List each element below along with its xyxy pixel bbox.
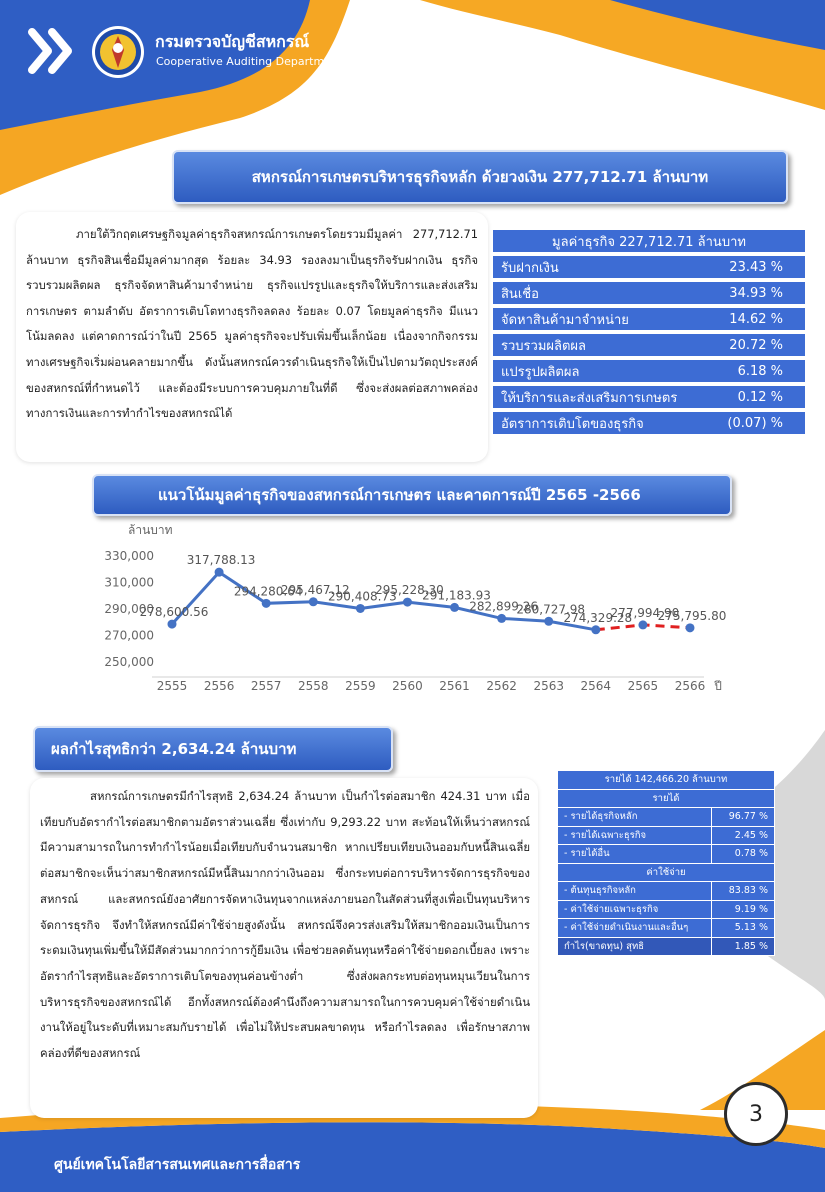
data-point bbox=[497, 614, 506, 623]
table-row bbox=[493, 334, 805, 356]
row-label: ให้บริการและส่งเสริมการเกษตร bbox=[493, 386, 709, 408]
row-label: สินเชื่อ bbox=[493, 282, 709, 304]
data-label: 291,183.93 bbox=[422, 588, 491, 603]
data-label: 275,795.80 bbox=[657, 608, 727, 623]
row-value: 2.45 % bbox=[712, 826, 775, 845]
table-row bbox=[493, 308, 805, 330]
row-value: 5.13 % bbox=[712, 919, 775, 938]
row-label: - รายได้ธุรกิจหลัก bbox=[558, 808, 712, 827]
x-tick-label: 2560 bbox=[392, 679, 423, 693]
department-name-english: Cooperative Auditing Department bbox=[156, 55, 343, 68]
income-section-title: รายได้ bbox=[558, 789, 775, 808]
section-banner-net-profit: ผลกำไรสุทธิกว่า 2,634.24 ล้านบาท bbox=[33, 726, 393, 772]
row-value: 23.43 % bbox=[709, 256, 805, 278]
x-tick-label: 2561 bbox=[439, 679, 470, 693]
business-overview-text: ภายใต้วิกฤตเศรษฐกิจมูลค่าธุรกิจสหกรณ์การเกษตรโดยรวมมีมูลค่า 277,712.71 ล้านบาท ธุรกิจสินเชื่อมีมูลค่ามากสุด ร้อยละ 34.93 รองลงมาเป็นธุรกิจรับฝากเงิน ธุรกิจรวบรวมผลิตผล ธุรกิจจัดหาสินค้ามาจำหน่าย ธุรกิจแปรรูปและธุรกิจให้บริการและส่งเสริมการเกษตร ตามลำดับ อัตราการเติบโตทางธุรกิจลดลง ร้อยละ 0.07 โดยมูลค่าธุรกิจ มีแนวโน้มลดลง แต่คาดการณ์ว่าในปี 2565 มูลค่าธุรกิจจะปรับเพิ่มขึ้นเล็กน้อย เนื่องจากกิจกรรมทางเศรษฐกิจเริ่มผ่อนคลายมากขึ้น ดังนั้นสหกรณ์ควรดำเนินธุรกิจให้เป็นไปตามวัตถุประสงค์ของสหกรณ์ที่กำหนดไว้ และต้องมีระบบการควบคุมภายในที่ดี ซึ่งจะส่งผลต่อสภาพคล่องทางการเงินและการทำกำไรของสหกรณ์ได้ bbox=[26, 227, 478, 421]
business-trend-chart bbox=[92, 502, 730, 702]
data-point bbox=[450, 603, 459, 612]
table-row bbox=[558, 826, 775, 845]
x-tick-label: 2556 bbox=[203, 679, 235, 693]
row-value: 9.19 % bbox=[712, 900, 775, 919]
y-tick-label: 310,000 bbox=[104, 575, 154, 590]
data-point bbox=[356, 604, 365, 613]
net-profit-paragraph bbox=[40, 784, 530, 1067]
row-value: 14.62 % bbox=[709, 308, 805, 330]
income-table-header: รายได้ 142,466.20 ล้านบาท bbox=[558, 771, 775, 790]
data-label: 295,228.30 bbox=[375, 583, 444, 598]
data-point bbox=[262, 599, 271, 608]
row-label: - รายได้อื่น bbox=[558, 845, 712, 864]
data-label: 317,788.13 bbox=[186, 553, 256, 568]
row-label: - ค่าใช้จ่ายดำเนินงานและอื่นๆ bbox=[558, 919, 712, 938]
data-label: 280,727.98 bbox=[516, 602, 586, 617]
x-tick-label: 2564 bbox=[580, 679, 612, 693]
y-tick-label: 270,000 bbox=[104, 628, 154, 643]
table-row bbox=[558, 771, 775, 790]
x-tick-label: 2558 bbox=[297, 679, 329, 693]
data-point bbox=[309, 597, 318, 606]
row-label: แปรรูปผลิตผล bbox=[493, 360, 709, 382]
table-row bbox=[493, 256, 805, 278]
business-value-table-header: มูลค่าธุรกิจ 227,712.71 ล้านบาท bbox=[493, 230, 805, 252]
table-row bbox=[558, 900, 775, 919]
table-row bbox=[558, 919, 775, 938]
x-tick-label: 2563 bbox=[533, 679, 565, 693]
data-label: 277,994.90 bbox=[610, 605, 680, 620]
data-point bbox=[591, 625, 600, 634]
data-label: 278,600.56 bbox=[139, 605, 209, 620]
trend-chart-svg bbox=[92, 502, 730, 702]
section-banner-trend: แนวโน้มมูลค่าธุรกิจของสหกรณ์การเกษตร และคาดการณ์ปี 2565 -2566 bbox=[92, 474, 732, 516]
table-row bbox=[493, 386, 805, 408]
double-chevron-right-icon bbox=[28, 28, 78, 74]
data-point bbox=[638, 620, 647, 629]
y-tick-label: 330,000 bbox=[104, 549, 154, 563]
x-tick-label: 2559 bbox=[345, 679, 376, 693]
table-row bbox=[558, 808, 775, 827]
expense-section-title: ค่าใช้จ่าย bbox=[558, 863, 775, 882]
table-row bbox=[493, 412, 805, 434]
row-value: (0.07) % bbox=[709, 412, 805, 434]
data-label: 290,408.73 bbox=[328, 589, 397, 604]
net-profit-value: 1.85 % bbox=[712, 937, 775, 956]
x-tick-label: 2555 bbox=[156, 679, 188, 693]
row-label: - ค่าใช้จ่ายเฉพาะธุรกิจ bbox=[558, 900, 712, 919]
y-tick-label: 250,000 bbox=[104, 655, 154, 669]
data-label: 274,329.28 bbox=[563, 610, 633, 625]
x-tick-label: 2566 bbox=[674, 679, 706, 693]
x-tick-label: 2562 bbox=[486, 679, 517, 693]
data-label: 282,899.26 bbox=[469, 599, 538, 614]
row-value: 20.72 % bbox=[709, 334, 805, 356]
x-axis-label: ปี bbox=[714, 679, 722, 693]
row-label: จัดหาสินค้ามาจำหน่าย bbox=[493, 308, 709, 330]
table-row bbox=[558, 863, 775, 882]
data-point bbox=[544, 617, 553, 626]
table-row bbox=[558, 882, 775, 901]
y-tick-label: 290,000 bbox=[104, 602, 154, 616]
data-point bbox=[403, 598, 412, 607]
net-profit-label: กำไร(ขาดทุน) สุทธิ bbox=[558, 937, 712, 956]
row-value: 34.93 % bbox=[709, 282, 805, 304]
data-point bbox=[215, 568, 224, 577]
row-label: อัตราการเติบโตของธุรกิจ bbox=[493, 412, 709, 434]
row-value: 96.77 % bbox=[712, 808, 775, 827]
table-row bbox=[493, 360, 805, 382]
y-axis-label: ล้านบาท bbox=[128, 523, 173, 537]
row-value: 0.78 % bbox=[712, 845, 775, 864]
row-label: รวบรวมผลิตผล bbox=[493, 334, 709, 356]
department-seal-icon bbox=[90, 24, 146, 80]
table-row bbox=[558, 789, 775, 808]
table-row bbox=[558, 937, 775, 956]
section-banner-business-value: สหกรณ์การเกษตรบริหารธุรกิจหลัก ด้วยวงเงิน 277,712.71 ล้านบาท bbox=[172, 150, 788, 204]
row-value: 0.12 % bbox=[709, 386, 805, 408]
data-label: 294,280.64 bbox=[233, 584, 303, 599]
row-label: รับฝากเงิน bbox=[493, 256, 709, 278]
row-label: - รายได้เฉพาะธุรกิจ bbox=[558, 826, 712, 845]
business-value-table bbox=[493, 226, 805, 438]
data-point bbox=[686, 623, 695, 632]
income-expense-table bbox=[557, 770, 775, 956]
x-tick-label: 2557 bbox=[250, 679, 282, 693]
row-label: - ต้นทุนธุรกิจหลัก bbox=[558, 882, 712, 901]
row-value: 83.83 % bbox=[712, 882, 775, 901]
row-value: 6.18 % bbox=[709, 360, 805, 382]
data-point bbox=[168, 620, 177, 629]
x-tick-label: 2565 bbox=[627, 679, 659, 693]
net-profit-text: สหกรณ์การเกษตรมีกำไรสุทธิ 2,634.24 ล้านบาท เป็นกำไรต่อสมาชิก 424.31 บาท เมื่อเทียบกับอัตรากำไรต่อสมาชิกตามอัตราส่วนเฉลี่ย ซึ่งเท่ากับ 9,293.22 บาท สะท้อนให้เห็นว่าสหกรณ์มีความสามารถในการทำกำไรน้อยเมื่อเทียบกับจำนวนสมาชิก หากเปรียบเทียบเงินออมกับหนี้สินเฉลี่ยต่อสมาชิกจะเห็นว่าสมาชิกสหกรณ์มีหนี้สินมากกว่าเงินออม ซึ่งกระทบต่อการบริหารจัดการธุรกิจของสหกรณ์ และสหกรณ์ยังอาศัยการจัดหาเงินทุนจากแหล่งภายนอกในสัดส่วนที่สูงเพื่อเป็นทุนบริหารจัดการธุรกิจ จึงทำให้สหกรณ์มีค่าใช้จ่ายสูงดังนั้น สหกรณ์จึงควรส่งเสริมให้สมาชิกออมเงินเป็นการระดมเงินทุนเพิ่มขึ้นให้มีสัดส่วนมากกว่าการกู้ยืมเงิน เพื่อช่วยลดต้นทุนหรือค่าใช้จ่ายดอกเบี้ยลง เพราะอัตรากำไรสุทธิและอัตราการเติบโตของทุนค่อนข้างต่ำ ซึ่งส่งผลกระทบต่อทุนหมุนเวียนในการบริหารธุรกิจของสหกรณ์ได้ อีกทั้งสหกรณ์ต้องคำนึงถึงความสามารถในการควบคุมค่าใช้จ่ายดำเนินงานให้อยู่ในระดับที่เหมาะสมกับรายได้ เพื่อไม่ให้ประสบผลขาดทุน หรือกำไรลดลง เพื่อรักษาสภาพคล่องที่ดีของสหกรณ์ bbox=[40, 789, 530, 1061]
data-label: 295,467.12 bbox=[280, 582, 350, 597]
footer-center-name: ศูนย์เทคโนโลยีสารสนเทศและการสื่อสาร bbox=[54, 1157, 301, 1173]
table-row bbox=[493, 282, 805, 304]
table-row bbox=[558, 845, 775, 864]
business-overview-paragraph bbox=[26, 222, 478, 427]
department-name-thai: กรมตรวจบัญชีสหกรณ์ bbox=[155, 32, 310, 51]
page-number: 3 bbox=[724, 1082, 788, 1146]
